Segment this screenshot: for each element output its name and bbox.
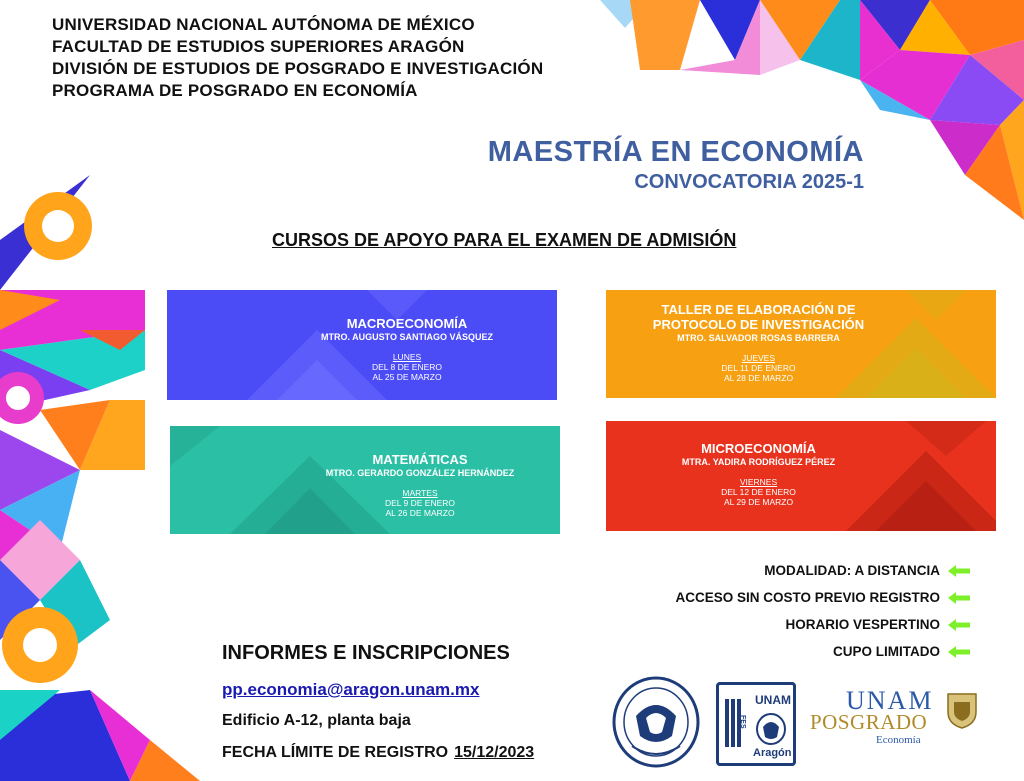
course-end-date: AL 29 DE MARZO xyxy=(723,497,794,507)
course-start-date: DEL 12 DE ENERO xyxy=(721,487,796,497)
course-start-date: DEL 9 DE ENERO xyxy=(384,498,456,508)
header-line-faculty: FACULTAD DE ESTUDIOS SUPERIORES ARAGÓN xyxy=(52,37,465,56)
course-name: MACROECONOMÍA xyxy=(346,316,468,331)
course-day: LUNES xyxy=(392,352,422,362)
courses-heading: CURSOS DE APOYO PARA EL EXAMEN DE ADMISIÓN xyxy=(272,230,737,250)
course-name: MICROECONOMÍA xyxy=(701,441,816,456)
fes-unam-text: UNAM xyxy=(755,693,791,707)
header-line-program: PROGRAMA DE POSGRADO EN ECONOMÍA xyxy=(52,81,418,100)
posgrado-text: POSGRADO xyxy=(810,710,928,734)
building-location: Edificio A-12, planta baja xyxy=(222,712,411,729)
course-start-date: DEL 11 DE ENERO xyxy=(721,363,796,373)
feature-label: HORARIO VESPERTINO xyxy=(785,617,940,632)
unam-shield-icon xyxy=(944,690,980,730)
program-title-main: MAESTRÍA EN ECONOMÍA xyxy=(487,136,864,168)
program-title xyxy=(488,136,864,194)
course-professor: MTRO. SALVADOR ROSAS BARRERA xyxy=(677,333,840,343)
course-card-taller-protocolo xyxy=(606,290,996,398)
header-line-university: UNIVERSIDAD NACIONAL AUTÓNOMA DE MÉXICO xyxy=(52,15,475,34)
fes-aragon-text: Aragón xyxy=(753,747,792,759)
course-name: MATEMÁTICAS xyxy=(372,452,468,467)
deadline-date: 15/12/2023 xyxy=(454,744,535,761)
course-name-line2: PROTOCOLO DE INVESTIGACIÓN xyxy=(652,317,865,332)
course-end-date: AL 28 DE MARZO xyxy=(723,373,794,383)
fes-aragon-logo xyxy=(716,682,796,766)
arrow-left-icon xyxy=(948,592,970,604)
feature-item xyxy=(675,643,970,670)
posgrado-economia-text: Economía xyxy=(876,734,921,746)
course-professor: MTRO. AUGUSTO SANTIAGO VÁSQUEZ xyxy=(320,332,493,342)
course-start-date: DEL 8 DE ENERO xyxy=(371,362,443,372)
feature-item xyxy=(675,616,970,643)
institution-header xyxy=(52,14,543,102)
course-day: VIERNES xyxy=(739,477,778,487)
feature-item xyxy=(675,562,970,589)
fes-text: FES xyxy=(739,715,746,729)
header-line-division: DIVISIÓN DE ESTUDIOS DE POSGRADO E INVESTIGACIÓN xyxy=(52,59,544,78)
unam-seal-logo xyxy=(612,676,700,768)
arrow-left-icon xyxy=(948,646,970,658)
email-link[interactable]: pp.economia@aragon.unam.mx xyxy=(222,680,480,699)
course-card-macroeconomia xyxy=(167,290,557,400)
course-card-microeconomia xyxy=(606,421,996,531)
registration-deadline xyxy=(222,744,534,762)
course-day: JUEVES xyxy=(741,353,776,363)
course-professor: MTRA. YADIRA RODRÍGUEZ PÉREZ xyxy=(681,457,836,467)
feature-item xyxy=(675,589,970,616)
posgrado-unam-text: UNAM xyxy=(846,686,934,715)
course-end-date: AL 26 DE MARZO xyxy=(385,508,455,518)
posgrado-economia-logo xyxy=(806,686,982,750)
info-heading: INFORMES E INSCRIPCIONES xyxy=(222,642,510,664)
arrow-left-icon xyxy=(948,619,970,631)
deadline-label: FECHA LÍMITE DE REGISTRO xyxy=(222,744,449,761)
program-title-call: CONVOCATORIA 2025-1 xyxy=(634,171,864,193)
course-name: TALLER DE ELABORACIÓN DE xyxy=(661,302,856,317)
arrow-left-icon xyxy=(948,565,970,577)
course-professor: MTRO. GERARDO GONZÁLEZ HERNÁNDEZ xyxy=(325,468,515,478)
course-day: MARTES xyxy=(402,488,438,498)
feature-label: CUPO LIMITADO xyxy=(833,644,940,659)
feature-label: ACCESO SIN COSTO PREVIO REGISTRO xyxy=(675,590,940,605)
course-card-matematicas xyxy=(170,426,560,534)
course-end-date: AL 25 DE MARZO xyxy=(372,372,442,382)
features-list xyxy=(675,562,970,670)
feature-label: MODALIDAD: A DISTANCIA xyxy=(764,563,940,578)
